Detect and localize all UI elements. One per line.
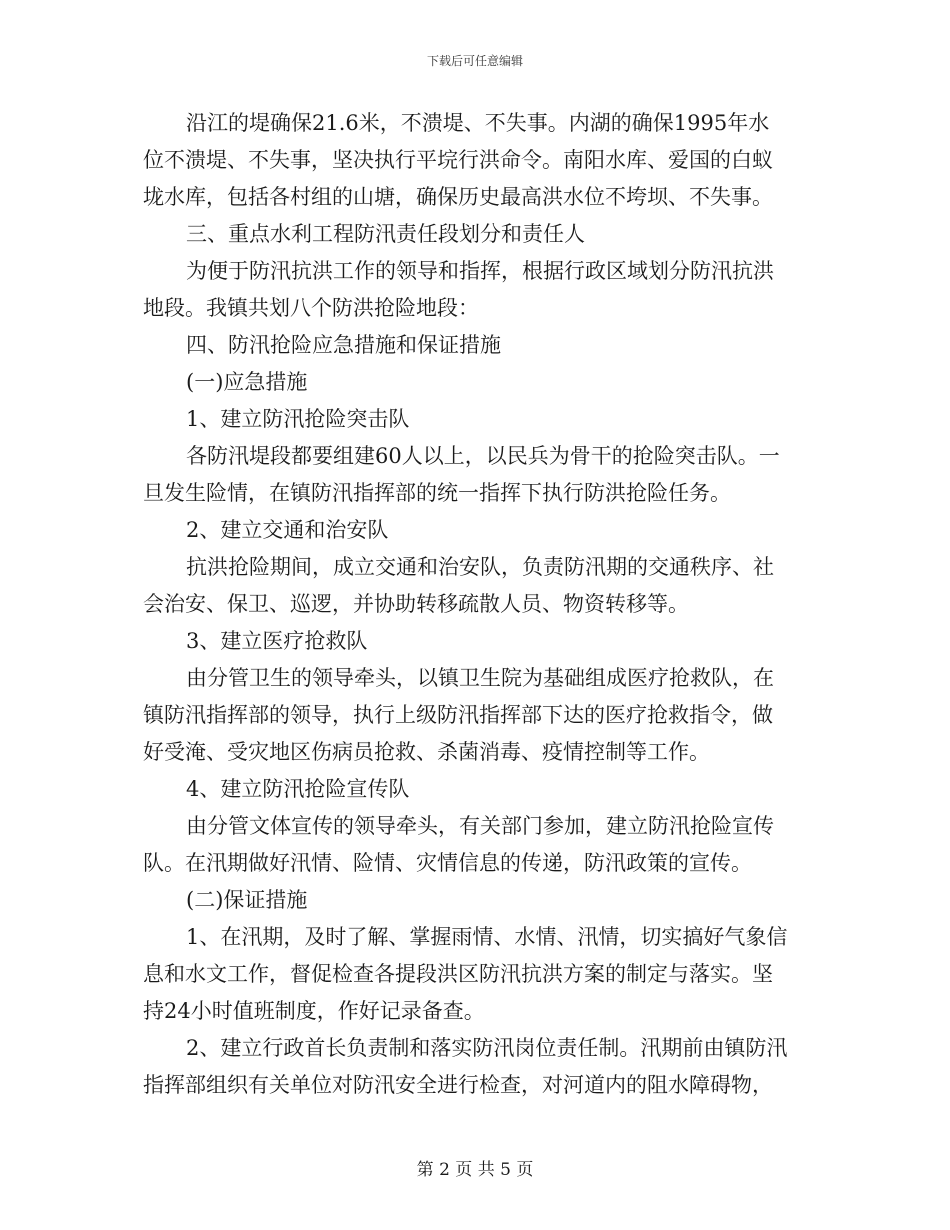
text-line: 地段。我镇共划八个防洪抢险地段： [143,296,479,320]
text-line: 指挥部组织有关单位对防汛安全进行检查，对河道内的阻水障碍物， [143,1073,773,1097]
text-line: 由分管卫生的领导牵头，以镇卫生院为基础组成医疗抢救队，在 [186,666,774,690]
text-line: 位不溃堤、不失事，坚决执行平垸行洪命令。南阳水库、爱国的白蚁 [143,148,773,172]
text-line: 好受淹、受灾地区伤病员抢救、杀菌消毒、疫情控制等工作。 [143,740,710,764]
item-heading: 4、建立防汛抢险宣传队 [186,777,410,801]
page-header: 下载后可任意编辑 [426,54,523,68]
text-line: 各防汛堤段都要组建60人以上，以民兵为骨干的抢险突击队。一 [186,444,780,468]
text-line: 垅水库，包括各村组的山塘，确保历史最高洪水位不垮坝、不失事。 [143,185,773,209]
section-heading: 三、重点水利工程防汛责任段划分和责任人 [186,222,585,246]
text-line: 息和水文工作，督促检查各提段洪区防汛抗洪方案的制定与落实。坚 [143,962,773,986]
subsection-heading: (一)应急措施 [186,370,308,394]
text-line: 镇防汛指挥部的领导，执行上级防汛指挥部下达的医疗抢救指令，做 [143,703,773,727]
section-heading: 四、防汛抢险应急措施和保证措施 [186,333,501,357]
text-line: 2、建立行政首长负责制和落实防汛岗位责任制。汛期前由镇防汛 [186,1036,788,1060]
text-line: 沿江的堤确保21.6米，不溃堤、不失事。内湖的确保1995年水 [186,111,770,135]
text-line: 为便于防汛抗洪工作的领导和指挥，根据行政区域划分防汛抗洪 [186,259,774,283]
text-line: 抗洪抢险期间，成立交通和治安队，负责防汛期的交通秩序、社 [186,555,774,579]
text-line: 队。在汛期做好汛情、险情、灾情信息的传递，防汛政策的宣传。 [143,851,752,875]
item-heading: 3、建立医疗抢救队 [186,629,368,653]
text-line: 由分管文体宣传的领导牵头，有关部门参加，建立防汛抢险宣传 [186,814,774,838]
text-line: 持24小时值班制度，作好记录备查。 [143,999,485,1023]
document-body [143,105,807,1104]
text-line: 会治安、保卫、巡逻，并协助转移疏散人员、物资转移等。 [143,592,689,616]
item-heading: 2、建立交通和治安队 [186,518,389,542]
page-number-footer: 第 2 页 共 5 页 [416,1160,534,1180]
text-line: 旦发生险情，在镇防汛指挥部的统一指挥下执行防洪抢险任务。 [143,481,731,505]
item-heading: 1、建立防汛抢险突击队 [186,407,410,431]
subsection-heading: (二)保证措施 [186,888,308,912]
text-line: 1、在汛期，及时了解、掌握雨情、水情、汛情，切实搞好气象信 [186,925,788,949]
